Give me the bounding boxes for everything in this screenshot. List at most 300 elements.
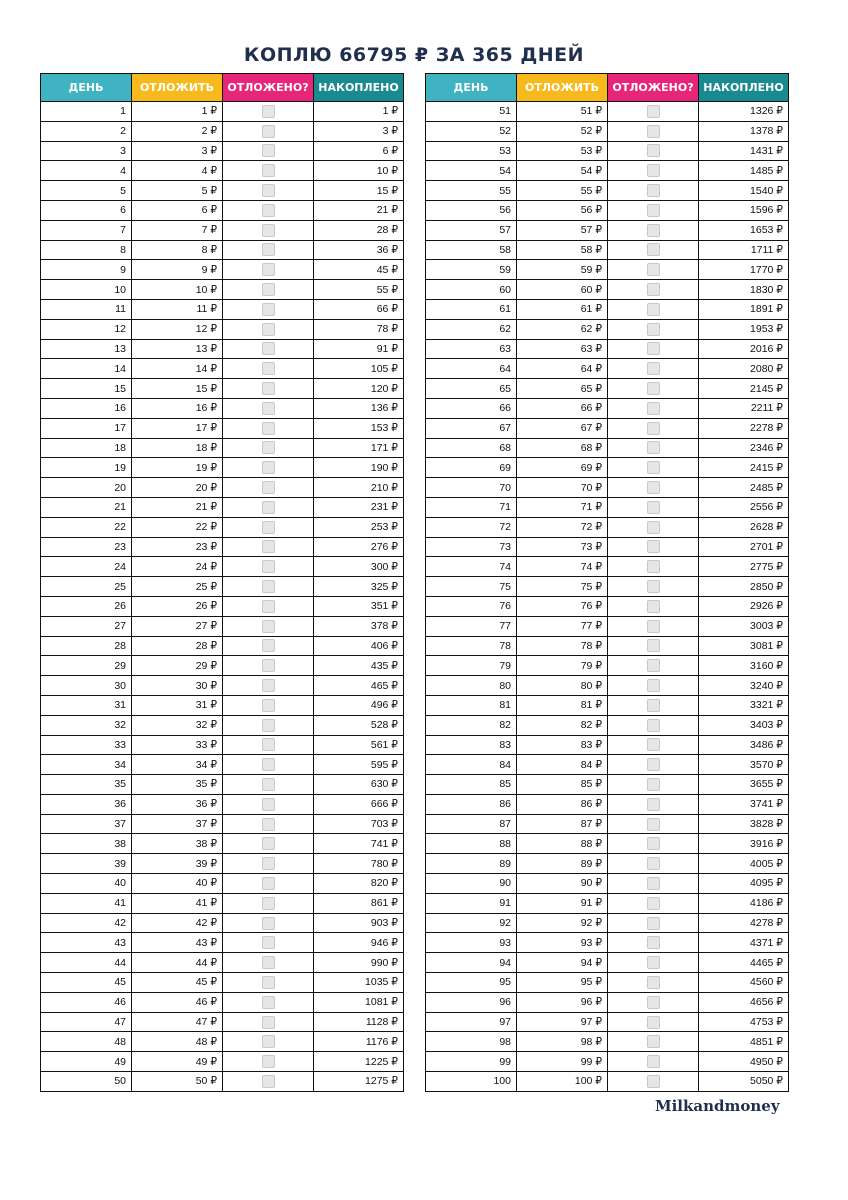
save-amount-cell: 46 ₽ — [132, 992, 223, 1012]
day-cell: 71 — [426, 497, 517, 517]
save-amount-cell: 88 ₽ — [517, 834, 608, 854]
saved-check-cell — [608, 1012, 699, 1032]
saved-check-cell — [608, 497, 699, 517]
day-cell: 36 — [41, 794, 132, 814]
saved-checkbox[interactable] — [647, 818, 660, 831]
total-cell: 300 ₽ — [314, 557, 404, 577]
save-amount-cell: 77 ₽ — [517, 616, 608, 636]
save-amount-cell: 16 ₽ — [132, 398, 223, 418]
table-row — [426, 200, 789, 220]
table-row — [426, 1032, 789, 1052]
day-cell: 12 — [41, 319, 132, 339]
saved-checkbox[interactable] — [647, 679, 660, 692]
saved-checkbox[interactable] — [262, 818, 275, 831]
saved-checkbox[interactable] — [262, 342, 275, 355]
day-cell: 94 — [426, 953, 517, 973]
saved-checkbox[interactable] — [262, 224, 275, 237]
saved-check-cell — [223, 656, 314, 676]
saved-check-cell — [608, 557, 699, 577]
saved-checkbox[interactable] — [262, 778, 275, 791]
saved-check-cell — [223, 398, 314, 418]
saved-checkbox[interactable] — [262, 679, 275, 692]
saved-checkbox[interactable] — [262, 699, 275, 712]
total-cell: 105 ₽ — [314, 359, 404, 379]
save-amount-cell: 93 ₽ — [517, 933, 608, 953]
save-amount-cell: 86 ₽ — [517, 794, 608, 814]
save-amount-cell: 58 ₽ — [517, 240, 608, 260]
saved-checkbox[interactable] — [262, 976, 275, 989]
table-row — [426, 240, 789, 260]
table-row — [426, 577, 789, 597]
saved-checkbox[interactable] — [262, 164, 275, 177]
saved-checkbox[interactable] — [647, 263, 660, 276]
day-cell: 40 — [41, 874, 132, 894]
saved-check-cell — [608, 161, 699, 181]
total-cell: 4753 ₽ — [699, 1012, 789, 1032]
table-row — [426, 379, 789, 399]
day-cell: 8 — [41, 240, 132, 260]
saved-checkbox[interactable] — [262, 956, 275, 969]
saved-check-cell — [608, 200, 699, 220]
saved-checkbox[interactable] — [262, 917, 275, 930]
saved-checkbox[interactable] — [262, 1075, 275, 1088]
total-cell: 190 ₽ — [314, 458, 404, 478]
saved-checkbox[interactable] — [647, 125, 660, 138]
saved-check-cell — [223, 260, 314, 280]
save-amount-cell: 48 ₽ — [132, 1032, 223, 1052]
saved-checkbox[interactable] — [262, 600, 275, 613]
total-cell: 28 ₽ — [314, 220, 404, 240]
day-cell: 22 — [41, 517, 132, 537]
save-amount-cell: 22 ₽ — [132, 517, 223, 537]
table-row — [426, 874, 789, 894]
saved-checkbox[interactable] — [647, 996, 660, 1009]
saved-checkbox[interactable] — [647, 461, 660, 474]
table-row — [426, 636, 789, 656]
save-amount-cell: 76 ₽ — [517, 596, 608, 616]
save-amount-cell: 62 ₽ — [517, 319, 608, 339]
saved-check-cell — [608, 676, 699, 696]
saved-checkbox[interactable] — [647, 917, 660, 930]
saved-checkbox[interactable] — [647, 639, 660, 652]
saved-checkbox[interactable] — [262, 501, 275, 514]
day-cell: 54 — [426, 161, 517, 181]
saved-checkbox[interactable] — [262, 422, 275, 435]
saved-checkbox[interactable] — [647, 580, 660, 593]
saved-checkbox[interactable] — [262, 580, 275, 593]
saved-checkbox[interactable] — [647, 184, 660, 197]
total-cell: 1275 ₽ — [314, 1072, 404, 1092]
saved-checkbox[interactable] — [262, 323, 275, 336]
table-header-row — [426, 74, 789, 102]
saved-checkbox[interactable] — [647, 1016, 660, 1029]
saved-check-cell — [223, 240, 314, 260]
saved-checkbox[interactable] — [647, 956, 660, 969]
saved-checkbox[interactable] — [647, 837, 660, 850]
saved-checkbox[interactable] — [647, 659, 660, 672]
saved-checkbox[interactable] — [262, 263, 275, 276]
saved-checkbox[interactable] — [647, 164, 660, 177]
page-title: КОПЛЮ 66795 ₽ ЗА 365 ДНЕЙ — [243, 44, 585, 66]
saved-check-cell — [608, 616, 699, 636]
save-amount-cell: 55 ₽ — [517, 181, 608, 201]
saved-checkbox[interactable] — [647, 243, 660, 256]
total-cell: 528 ₽ — [314, 715, 404, 735]
saved-checkbox[interactable] — [647, 1075, 660, 1088]
total-cell: 4005 ₽ — [699, 854, 789, 874]
saved-check-cell — [223, 200, 314, 220]
saved-checkbox[interactable] — [647, 719, 660, 732]
header-save: ОТЛОЖИТЬ — [132, 74, 223, 102]
total-cell: 1711 ₽ — [699, 240, 789, 260]
day-cell: 13 — [41, 339, 132, 359]
save-amount-cell: 9 ₽ — [132, 260, 223, 280]
table-row — [41, 874, 404, 894]
table-row — [426, 596, 789, 616]
table-header-row — [41, 74, 404, 102]
save-amount-cell: 94 ₽ — [517, 953, 608, 973]
total-cell: 55 ₽ — [314, 280, 404, 300]
saved-checkbox[interactable] — [262, 996, 275, 1009]
day-cell: 73 — [426, 537, 517, 557]
day-cell: 66 — [426, 398, 517, 418]
saved-check-cell — [608, 794, 699, 814]
saved-check-cell — [608, 874, 699, 894]
saved-check-cell — [608, 1052, 699, 1072]
saved-checkbox[interactable] — [262, 243, 275, 256]
save-amount-cell: 90 ₽ — [517, 874, 608, 894]
day-cell: 88 — [426, 834, 517, 854]
table-row — [426, 775, 789, 795]
save-amount-cell: 56 ₽ — [517, 200, 608, 220]
savings-table-left — [40, 73, 404, 1092]
saved-check-cell — [223, 715, 314, 735]
saved-checkbox[interactable] — [262, 204, 275, 217]
day-cell: 61 — [426, 299, 517, 319]
day-cell: 62 — [426, 319, 517, 339]
saved-check-cell — [608, 973, 699, 993]
saved-checkbox[interactable] — [262, 560, 275, 573]
save-amount-cell: 27 ₽ — [132, 616, 223, 636]
saved-checkbox[interactable] — [647, 976, 660, 989]
table-row — [41, 933, 404, 953]
table-row — [41, 775, 404, 795]
saved-checkbox[interactable] — [647, 798, 660, 811]
day-cell: 4 — [41, 161, 132, 181]
saved-checkbox[interactable] — [262, 659, 275, 672]
saved-check-cell — [608, 814, 699, 834]
saved-checkbox[interactable] — [647, 1035, 660, 1048]
saved-checkbox[interactable] — [647, 758, 660, 771]
table-row — [426, 220, 789, 240]
day-cell: 99 — [426, 1052, 517, 1072]
saved-checkbox[interactable] — [262, 521, 275, 534]
table-row — [41, 1072, 404, 1092]
day-cell: 34 — [41, 755, 132, 775]
total-cell: 465 ₽ — [314, 676, 404, 696]
table-row — [41, 1012, 404, 1032]
day-cell: 72 — [426, 517, 517, 537]
total-cell: 120 ₽ — [314, 379, 404, 399]
table-row — [426, 339, 789, 359]
save-amount-cell: 18 ₽ — [132, 438, 223, 458]
save-amount-cell: 100 ₽ — [517, 1072, 608, 1092]
save-amount-cell: 75 ₽ — [517, 577, 608, 597]
total-cell: 4371 ₽ — [699, 933, 789, 953]
saved-checkbox[interactable] — [262, 303, 275, 316]
save-amount-cell: 91 ₽ — [517, 893, 608, 913]
total-cell: 3486 ₽ — [699, 735, 789, 755]
table-row — [426, 181, 789, 201]
saved-checkbox[interactable] — [647, 441, 660, 454]
saved-checkbox[interactable] — [262, 441, 275, 454]
saved-checkbox[interactable] — [262, 283, 275, 296]
saved-checkbox[interactable] — [647, 897, 660, 910]
save-amount-cell: 71 ₽ — [517, 497, 608, 517]
day-cell: 1 — [41, 102, 132, 122]
total-cell: 990 ₽ — [314, 953, 404, 973]
saved-check-cell — [223, 359, 314, 379]
total-cell: 325 ₽ — [314, 577, 404, 597]
total-cell: 4851 ₽ — [699, 1032, 789, 1052]
save-amount-cell: 67 ₽ — [517, 418, 608, 438]
day-cell: 57 — [426, 220, 517, 240]
total-cell: 3 ₽ — [314, 121, 404, 141]
total-cell: 5050 ₽ — [699, 1072, 789, 1092]
save-amount-cell: 51 ₽ — [517, 102, 608, 122]
saved-check-cell — [223, 755, 314, 775]
table-row — [41, 299, 404, 319]
day-cell: 49 — [41, 1052, 132, 1072]
saved-checkbox[interactable] — [647, 362, 660, 375]
saved-checkbox[interactable] — [647, 1055, 660, 1068]
total-cell: 946 ₽ — [314, 933, 404, 953]
total-cell: 2145 ₽ — [699, 379, 789, 399]
saved-check-cell — [608, 339, 699, 359]
saved-checkbox[interactable] — [262, 877, 275, 890]
saved-checkbox[interactable] — [647, 936, 660, 949]
saved-check-cell — [608, 121, 699, 141]
total-cell: 3570 ₽ — [699, 755, 789, 775]
table-row — [426, 854, 789, 874]
save-amount-cell: 41 ₽ — [132, 893, 223, 913]
saved-check-cell — [608, 418, 699, 438]
saved-check-cell — [223, 596, 314, 616]
day-cell: 23 — [41, 537, 132, 557]
day-cell: 20 — [41, 478, 132, 498]
saved-checkbox[interactable] — [647, 540, 660, 553]
save-amount-cell: 66 ₽ — [517, 398, 608, 418]
table-row — [426, 537, 789, 557]
saved-checkbox[interactable] — [647, 699, 660, 712]
table-row — [41, 973, 404, 993]
total-cell: 10 ₽ — [314, 161, 404, 181]
saved-checkbox[interactable] — [262, 719, 275, 732]
save-amount-cell: 50 ₽ — [132, 1072, 223, 1092]
table-row — [41, 854, 404, 874]
total-cell: 861 ₽ — [314, 893, 404, 913]
saved-checkbox[interactable] — [647, 342, 660, 355]
saved-check-cell — [223, 438, 314, 458]
total-cell: 378 ₽ — [314, 616, 404, 636]
total-cell: 3003 ₽ — [699, 616, 789, 636]
saved-check-cell — [223, 1052, 314, 1072]
day-cell: 10 — [41, 280, 132, 300]
table-row — [426, 418, 789, 438]
day-cell: 30 — [41, 676, 132, 696]
saved-checkbox[interactable] — [647, 323, 660, 336]
total-cell: 703 ₽ — [314, 814, 404, 834]
day-cell: 19 — [41, 458, 132, 478]
save-amount-cell: 11 ₽ — [132, 299, 223, 319]
save-amount-cell: 32 ₽ — [132, 715, 223, 735]
table-row — [41, 656, 404, 676]
save-amount-cell: 84 ₽ — [517, 755, 608, 775]
saved-checkbox[interactable] — [262, 1016, 275, 1029]
total-cell: 3081 ₽ — [699, 636, 789, 656]
day-cell: 31 — [41, 695, 132, 715]
table-row — [426, 102, 789, 122]
saved-checkbox[interactable] — [647, 501, 660, 514]
saved-checkbox[interactable] — [262, 897, 275, 910]
save-amount-cell: 87 ₽ — [517, 814, 608, 834]
total-cell: 1891 ₽ — [699, 299, 789, 319]
savings-table-right — [425, 73, 789, 1092]
total-cell: 210 ₽ — [314, 478, 404, 498]
total-cell: 595 ₽ — [314, 755, 404, 775]
saved-checkbox[interactable] — [262, 540, 275, 553]
total-cell: 2850 ₽ — [699, 577, 789, 597]
saved-checkbox[interactable] — [262, 837, 275, 850]
saved-check-cell — [608, 280, 699, 300]
day-cell: 58 — [426, 240, 517, 260]
saved-check-cell — [223, 418, 314, 438]
saved-checkbox[interactable] — [647, 560, 660, 573]
save-amount-cell: 80 ₽ — [517, 676, 608, 696]
saved-check-cell — [223, 141, 314, 161]
saved-check-cell — [223, 676, 314, 696]
saved-checkbox[interactable] — [647, 382, 660, 395]
table-row — [41, 517, 404, 537]
saved-checkbox[interactable] — [647, 402, 660, 415]
saved-checkbox[interactable] — [262, 184, 275, 197]
saved-checkbox[interactable] — [647, 521, 660, 534]
table-row — [41, 616, 404, 636]
saved-checkbox[interactable] — [262, 1035, 275, 1048]
table-row — [426, 814, 789, 834]
table-row — [41, 220, 404, 240]
table-row — [41, 695, 404, 715]
saved-checkbox[interactable] — [647, 600, 660, 613]
saved-checkbox[interactable] — [262, 758, 275, 771]
saved-checkbox[interactable] — [262, 402, 275, 415]
save-amount-cell: 7 ₽ — [132, 220, 223, 240]
table-row — [426, 517, 789, 537]
save-amount-cell: 98 ₽ — [517, 1032, 608, 1052]
saved-checkbox[interactable] — [647, 857, 660, 870]
saved-checkbox[interactable] — [262, 738, 275, 751]
saved-checkbox[interactable] — [647, 204, 660, 217]
total-cell: 4278 ₽ — [699, 913, 789, 933]
saved-checkbox[interactable] — [647, 224, 660, 237]
saved-checkbox[interactable] — [647, 144, 660, 157]
saved-checkbox[interactable] — [647, 778, 660, 791]
saved-checkbox[interactable] — [647, 422, 660, 435]
saved-checkbox[interactable] — [647, 105, 660, 118]
day-cell: 14 — [41, 359, 132, 379]
save-amount-cell: 95 ₽ — [517, 973, 608, 993]
save-amount-cell: 31 ₽ — [132, 695, 223, 715]
saved-checkbox[interactable] — [262, 481, 275, 494]
save-amount-cell: 29 ₽ — [132, 656, 223, 676]
saved-checkbox[interactable] — [262, 639, 275, 652]
saved-checkbox[interactable] — [262, 857, 275, 870]
day-cell: 39 — [41, 854, 132, 874]
saved-check-cell — [223, 616, 314, 636]
saved-checkbox[interactable] — [647, 877, 660, 890]
table-row — [426, 933, 789, 953]
table-row — [41, 359, 404, 379]
table-row — [41, 398, 404, 418]
saved-check-cell — [608, 458, 699, 478]
save-amount-cell: 45 ₽ — [132, 973, 223, 993]
table-row — [426, 141, 789, 161]
saved-checkbox[interactable] — [262, 620, 275, 633]
day-cell: 63 — [426, 339, 517, 359]
total-cell: 2775 ₽ — [699, 557, 789, 577]
saved-check-cell — [223, 1072, 314, 1092]
saved-checkbox[interactable] — [262, 144, 275, 157]
day-cell: 89 — [426, 854, 517, 874]
save-amount-cell: 49 ₽ — [132, 1052, 223, 1072]
saved-checkbox[interactable] — [647, 620, 660, 633]
saved-checkbox[interactable] — [262, 798, 275, 811]
saved-checkbox[interactable] — [647, 303, 660, 316]
saved-checkbox[interactable] — [262, 382, 275, 395]
total-cell: 1378 ₽ — [699, 121, 789, 141]
table-row — [41, 636, 404, 656]
day-cell: 15 — [41, 379, 132, 399]
table-row — [426, 695, 789, 715]
day-cell: 33 — [41, 735, 132, 755]
table-row — [426, 953, 789, 973]
saved-checkbox[interactable] — [262, 461, 275, 474]
day-cell: 7 — [41, 220, 132, 240]
table-row — [41, 913, 404, 933]
save-amount-cell: 68 ₽ — [517, 438, 608, 458]
day-cell: 83 — [426, 735, 517, 755]
saved-check-cell — [608, 260, 699, 280]
table-row — [41, 1032, 404, 1052]
saved-check-cell — [223, 102, 314, 122]
save-amount-cell: 85 ₽ — [517, 775, 608, 795]
saved-checkbox[interactable] — [262, 125, 275, 138]
saved-checkbox[interactable] — [647, 283, 660, 296]
saved-checkbox[interactable] — [262, 936, 275, 949]
save-amount-cell: 38 ₽ — [132, 834, 223, 854]
saved-check-cell — [223, 933, 314, 953]
saved-checkbox[interactable] — [647, 738, 660, 751]
total-cell: 136 ₽ — [314, 398, 404, 418]
save-amount-cell: 2 ₽ — [132, 121, 223, 141]
saved-checkbox[interactable] — [647, 481, 660, 494]
save-amount-cell: 20 ₽ — [132, 478, 223, 498]
saved-checkbox[interactable] — [262, 1055, 275, 1068]
saved-checkbox[interactable] — [262, 105, 275, 118]
table-row — [426, 121, 789, 141]
table-row — [41, 676, 404, 696]
saved-checkbox[interactable] — [262, 362, 275, 375]
